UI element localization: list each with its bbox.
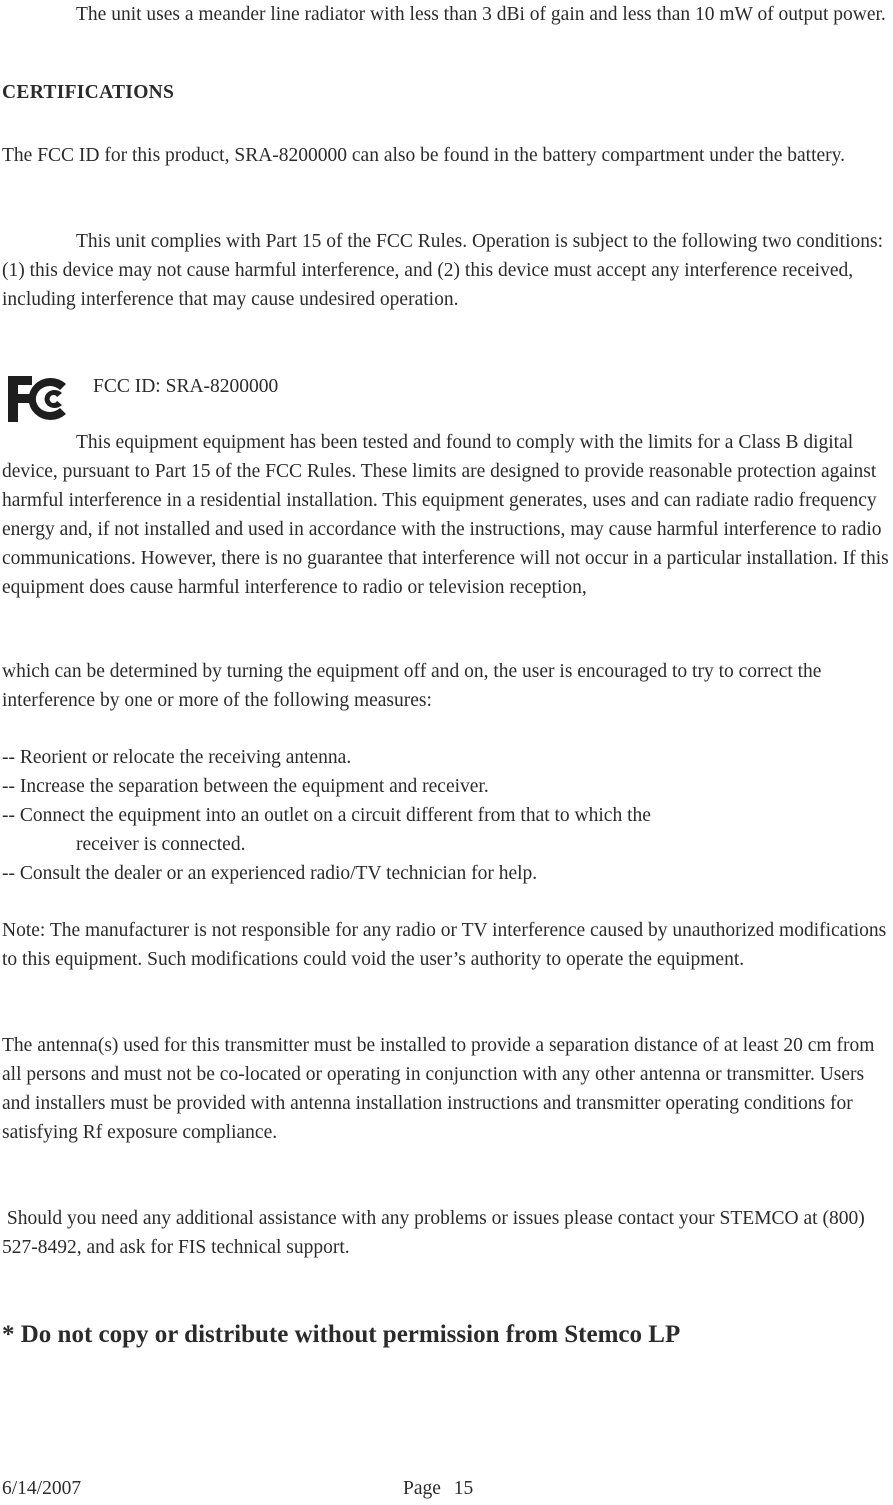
page-label: Page [403,1478,441,1499]
measure-text: -- Reorient or relocate the receiving antenna. [2,747,352,768]
measure-text: -- Increase the separation between the equipment and receiver. [2,776,489,797]
fcc-logo-icon [6,374,72,424]
measure-text: -- Connect the equipment into an outlet on a circuit different from that to which the [2,805,651,826]
list-item [2,772,890,801]
footer-page-number [403,1478,473,1500]
copy-warning: * Do not copy or distribute without permission from Stemco LP [2,1321,681,1348]
support-paragraph: Should you need any additional assistance with any problems or issues please contact your STEMCO at (800) 527-8492, and ask for FIS technical support. [2,1208,870,1258]
antenna-paragraph: The antenna(s) used for this transmitter must be installed to provide a separation distance of at least 20 cm from all persons and must not be co-located or operating in conjunction with any other antenna or transmitter. Users and installers must be provided with antenna installation instructions and transmitter operating conditions for satisfying Rf exposure compliance. [2,1035,875,1143]
measure-text: -- Consult the dealer or an experienced radio/TV technician for help. [2,863,538,884]
fcc-id-location-paragraph: The FCC ID for this product, SRA-8200000 can also be found in the battery compartment under the battery. [2,145,846,166]
note-paragraph: Note: The manufacturer is not responsible for any radio or TV interference caused by unauthorized modifications to this equipment. Such modifications could void the user’s authority to operate the equipment. [2,920,887,970]
measure-text-continued: receiver is connected. [76,834,246,855]
fcc-id-row [6,366,886,426]
footer-date: 6/14/2007 [2,1478,82,1499]
class-b-paragraph: This equipment equipment has been tested and found to comply with the limits for a Class B digital device, pursuant to Part 15 of the FCC Rules. These limits are designed to provide reasonable protection against harmful interference in a residential installation. This equipment generates, uses and can radiate radio frequency energy and, if not installed and used in accordance with the instructions, may cause harmful interference to radio communications. However, there is no guarantee that interference will not occur in a particular installation. If this equipment does cause harmful interference to radio or television reception, [2,432,889,598]
class-b-paragraph-continued: which can be determined by turning the equipment off and on, the user is encouraged to try to correct the interference by one or more of the following measures: [2,661,822,711]
page-number: 15 [453,1478,474,1499]
fcc-id-label: FCC ID: SRA-8200000 [93,376,279,397]
interference-measures-list [2,743,890,888]
radiator-paragraph: The unit uses a meander line radiator with less than 3 dBi of gain and less than 10 mW of output power. [76,4,886,25]
list-item [2,801,890,859]
part15-compliance-paragraph: This unit complies with Part 15 of the FCC Rules. Operation is subject to the following two conditions: (1) this device may not cause harmful interference, and (2) this device must accept any interference received, including interference that may cause undesired operation. [2,231,884,310]
list-item [2,743,890,772]
certifications-heading: CERTIFICATIONS [2,82,175,103]
list-item [2,859,890,888]
